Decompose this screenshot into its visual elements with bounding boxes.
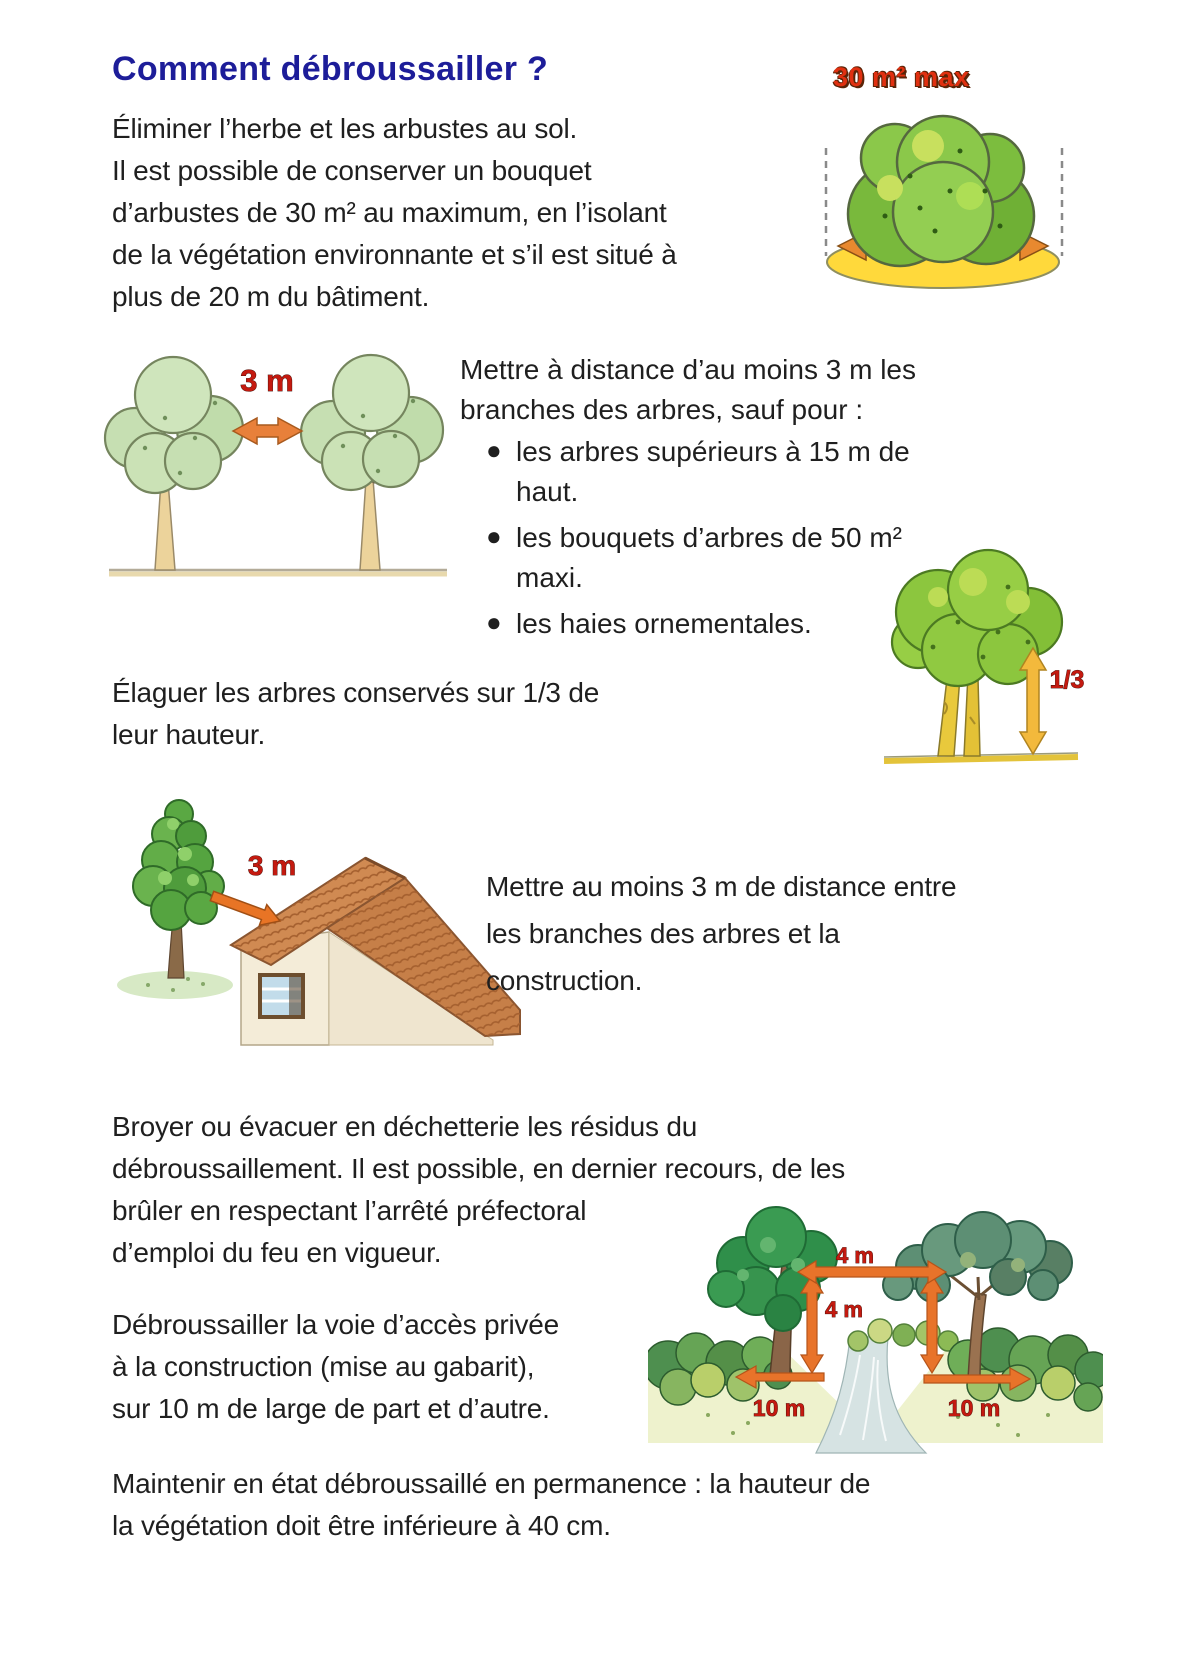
- bush-illustration: [800, 96, 1086, 304]
- bush-area-label: 30 m² max: [833, 62, 970, 92]
- rules-bullet-list: [460, 432, 916, 644]
- spacing-label: 3 m: [240, 363, 294, 398]
- intro-line: Il est possible de conserver un bouquet: [112, 155, 592, 186]
- intro-line: Éliminer l’herbe et les arbustes au sol.: [112, 113, 578, 144]
- access-road-paragraph: [112, 1304, 559, 1430]
- building-distance-illustration: [113, 782, 523, 1050]
- distance-arrow: [210, 891, 280, 925]
- building-distance-paragraph: [486, 863, 956, 1004]
- house-window: [260, 975, 303, 1017]
- residues-line: débroussaillement. Il est possible, en dernier recours, de les: [112, 1153, 846, 1184]
- bullet-icon: ●: [486, 521, 502, 551]
- building-distance-line: Mettre au moins 3 m de distance entre: [486, 871, 957, 902]
- pruning-paragraph: [112, 672, 599, 756]
- list-item: [460, 604, 916, 644]
- bullet-line: les haies ornementales.: [516, 608, 812, 639]
- pruning-fraction-label: 1/3: [1049, 666, 1085, 694]
- building-distance-line: construction.: [486, 965, 643, 996]
- spacing-rules: [460, 350, 916, 650]
- access-road-line: Débroussailler la voie d’accès privée: [112, 1309, 560, 1340]
- building-distance-line: les branches des arbres et la: [486, 918, 840, 949]
- rules-line: branches des arbres, sauf pour :: [460, 394, 864, 425]
- maintenance-line: la végétation doit être inférieure à 40 cm.: [112, 1510, 611, 1541]
- list-item: [460, 432, 916, 512]
- residues-line: brûler en respectant l’arrêté préfectoral: [112, 1195, 587, 1226]
- height-arrow: [1020, 648, 1046, 754]
- intro-paragraph: [112, 108, 677, 318]
- access-road-line: sur 10 m de large de part et d’autre.: [112, 1393, 550, 1424]
- intro-line: d’arbustes de 30 m² au maximum, en l’isolant: [112, 197, 667, 228]
- gauge-width-label: 4 m: [836, 1243, 874, 1268]
- maintenance-line: Maintenir en état débroussaillé en permanence : la hauteur de: [112, 1468, 871, 1499]
- gauge-height-label: 4 m: [825, 1297, 863, 1322]
- access-road-illustration: [648, 1205, 1103, 1455]
- page-title: Comment débroussailler ?: [112, 50, 549, 88]
- bullet-line: les arbres supérieurs à 15 m de: [516, 436, 910, 467]
- bullet-icon: ●: [486, 435, 502, 465]
- pruning-line: leur hauteur.: [112, 719, 266, 750]
- building-distance-label: 3 m: [247, 850, 297, 881]
- rules-line: Mettre à distance d’au moins 3 m les: [460, 354, 916, 385]
- bullet-line: haut.: [516, 476, 579, 507]
- intro-line: plus de 20 m du bâtiment.: [112, 281, 430, 312]
- bullet-line: les bouquets d’arbres de 50 m²: [516, 522, 902, 553]
- bullet-icon: ●: [486, 607, 502, 637]
- intro-line: de la végétation environnante et s’il est situé à: [112, 239, 677, 270]
- residues-line: d’emploi du feu en vigueur.: [112, 1237, 442, 1268]
- maintenance-paragraph: [112, 1463, 870, 1547]
- gauge-left-arrow: [801, 1275, 823, 1373]
- residues-line: Broyer ou évacuer en déchetterie les résidus du: [112, 1111, 698, 1142]
- list-item: [460, 518, 916, 598]
- pruning-line: Élaguer les arbres conservés sur 1/3 de: [112, 677, 600, 708]
- clearance-left-label: 10 m: [752, 1395, 806, 1421]
- pruning-illustration: [878, 542, 1110, 792]
- clearance-right-label: 10 m: [947, 1395, 1001, 1421]
- bullet-line: maxi.: [516, 562, 583, 593]
- access-road-line: à la construction (mise au gabarit),: [112, 1351, 535, 1382]
- tree-spacing-illustration: [95, 333, 457, 583]
